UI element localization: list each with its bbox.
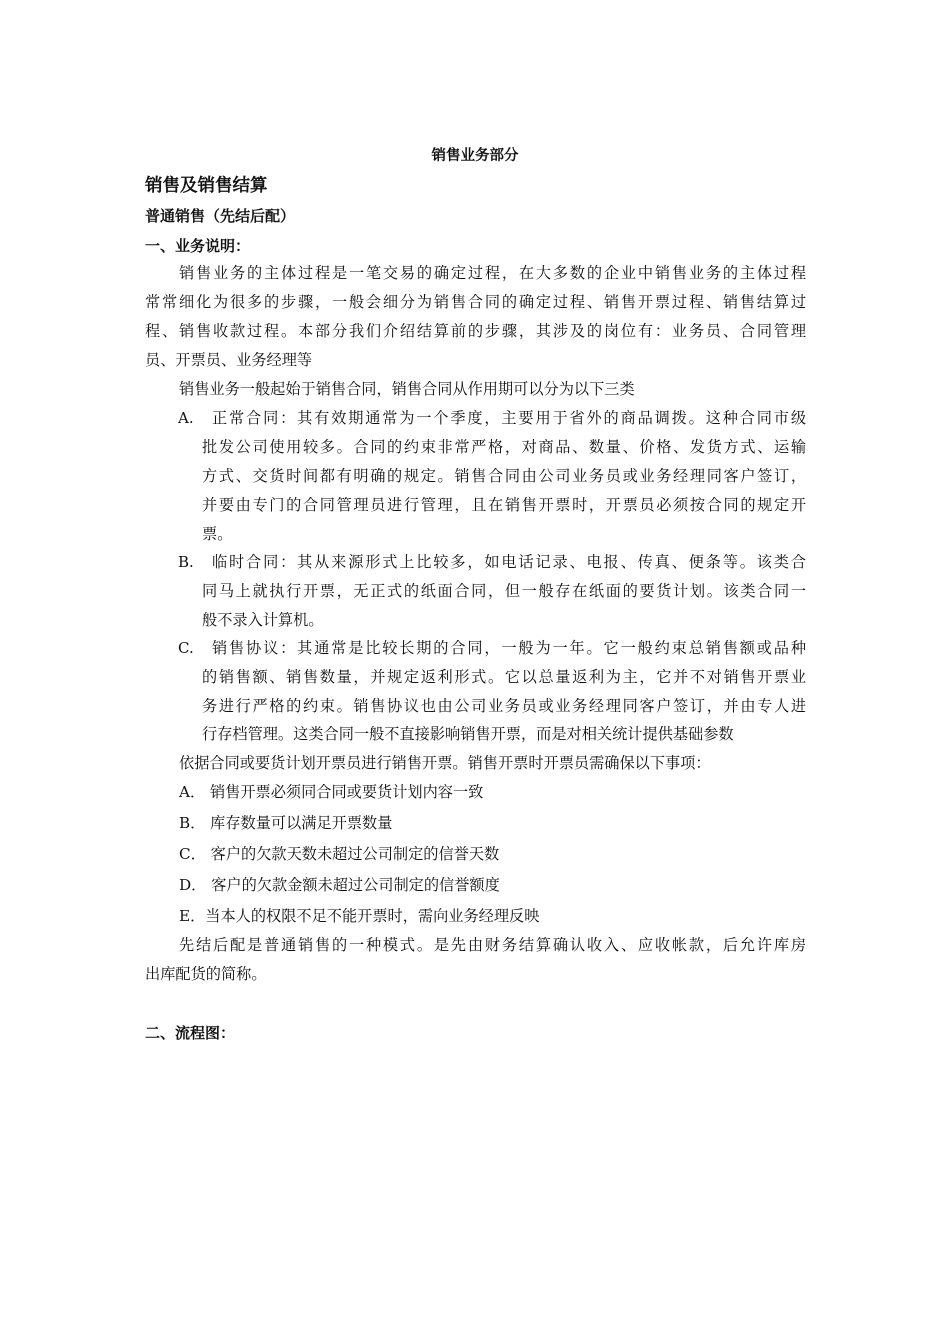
contracts-lead: 销售业务一般起始于销售合同，销售合同从作用期可以分为以下三类 xyxy=(179,380,635,398)
contract-type-a-line: 方式、交货时间都有明确的规定。销售合同由公司业务员或业务经理同客户签订， xyxy=(202,467,806,485)
contract-type-a-line: 正常合同：其有效期通常为一个季度，主要用于省外的商品调拨。这种合同市级 xyxy=(212,409,806,427)
intro-line: 程、销售收款过程。本部分我们介绍结算前的步骤，其涉及的岗位有：业务员、合同管理 xyxy=(145,322,806,340)
closing-line: 先结后配是普通销售的一种模式。是先由财务结算确认收入、应收帐款，后允许库房 xyxy=(179,936,806,954)
contract-type-b-line: 般不录入计算机。 xyxy=(202,611,324,629)
contract-type-c-line: 务进行严格的约束。销售协议也由公司业务员或业务经理同客户签订，并由专人进 xyxy=(202,697,806,715)
closing-line: 出库配货的简称。 xyxy=(145,965,267,983)
document-title: 销售业务部分 xyxy=(431,148,519,164)
intro-line: 常常细化为很多的步骤，一般会细分为销售合同的确定过程、销售开票过程、销售结算过 xyxy=(145,293,806,311)
intro-line: 销售业务的主体过程是一笔交易的确定过程，在大多数的企业中销售业务的主体过程 xyxy=(179,264,806,282)
invoice-item: A． 销售开票必须同合同或要货计划内容一致 xyxy=(179,783,484,801)
section2-label: 二、流程图： xyxy=(145,1024,236,1042)
list-marker: C. xyxy=(178,639,194,657)
contract-type-b-line: 同马上就执行开票，无正式的纸面合同，但一般存在纸面的要货计划。该类合同一 xyxy=(202,582,806,600)
contract-type-c-line: 行存档管理。这类合同一般不直接影响销售开票，而是对相关统计提供基础参数 xyxy=(202,725,734,743)
list-marker: A. xyxy=(178,409,194,427)
list-marker: B. xyxy=(178,553,194,571)
contract-type-a-line: 并要由专门的合同管理员进行管理，且在销售开票时，开票员必须按合同的规定开 xyxy=(202,496,806,514)
contract-type-c-line: 销售协议：其通常是比较长期的合同，一般为一年。它一般约束总销售额或品种 xyxy=(212,639,806,657)
contract-type-b-line: 临时合同：其从来源形式上比较多，如电话记录、电报、传真、便条等。该类合 xyxy=(212,553,806,571)
invoice-item: B． 库存数量可以满足开票数量 xyxy=(179,814,393,832)
invoice-item: C． 客户的欠款天数未超过公司制定的信誉天数 xyxy=(179,845,500,863)
invoice-item: E．当本人的权限不足不能开票时，需向业务经理反映 xyxy=(179,907,540,925)
contract-type-a-line: 批发公司使用较多。合同的约束非常严格，对商品、数量、价格、发货方式、运输 xyxy=(202,438,806,456)
intro-line: 员、开票员、业务经理等 xyxy=(145,351,313,369)
invoice-item: D． 客户的欠款金额未超过公司制定的信誉额度 xyxy=(179,876,500,894)
invoice-lead: 依据合同或要货计划开票员进行销售开票。销售开票时开票员需确保以下事项： xyxy=(179,754,711,772)
heading-normal-sales: 普通销售（先结后配） xyxy=(145,207,296,225)
heading-sales-settlement: 销售及销售结算 xyxy=(145,176,268,196)
contract-type-c-line: 的销售额、销售数量，并规定返利形式。它以总量返利为主，它并不对销售开票业 xyxy=(202,668,806,686)
contract-type-a-line: 票。 xyxy=(202,525,233,543)
section1-label: 一、业务说明： xyxy=(145,237,251,255)
